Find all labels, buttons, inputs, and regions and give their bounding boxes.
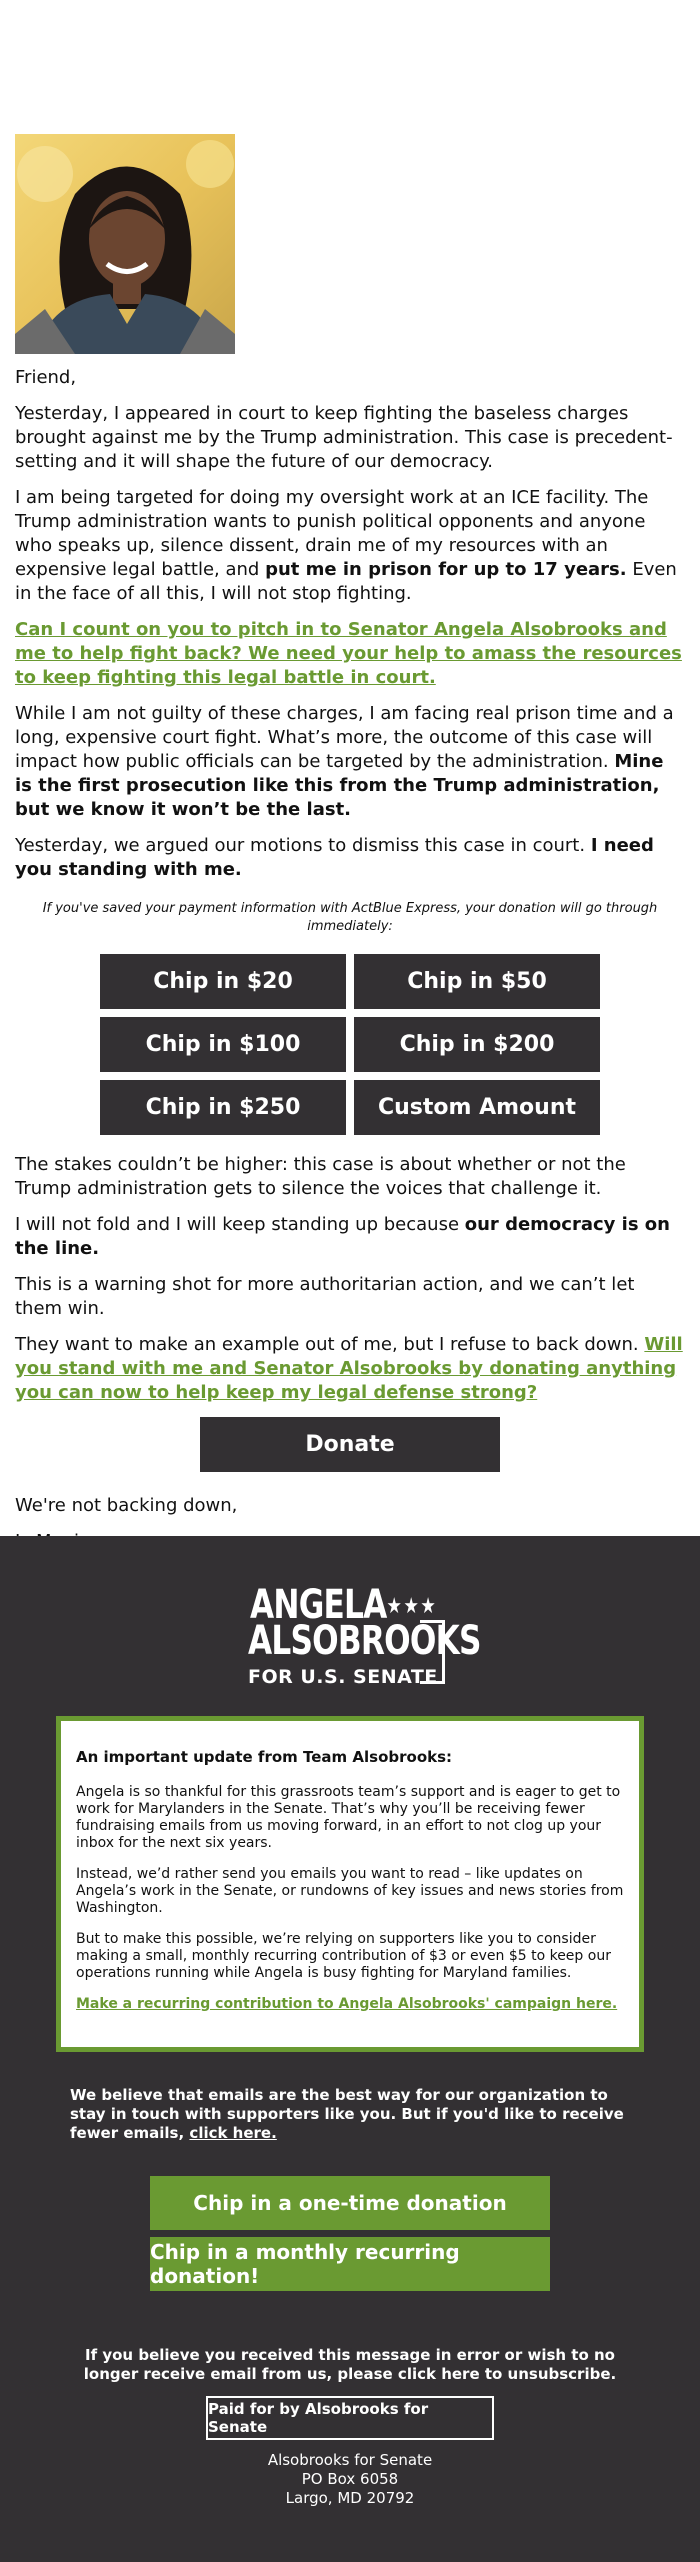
- stars-icon: ★★★: [386, 1594, 438, 1619]
- pitch-in-link[interactable]: Can I count on you to pitch in to Senator Angela Alsobrooks and me to help fight back? We need your help to amass the resources to keep fighting this legal battle in court.: [15, 619, 682, 688]
- recurring-contribution-link[interactable]: Make a recurring contribution to Angela Alsobrooks' campaign here.: [76, 1996, 618, 2012]
- chip-250-button[interactable]: Chip in $250: [100, 1080, 346, 1135]
- sender-photo: [15, 134, 235, 354]
- update-paragraph-2: Instead, we’d rather send you emails you want to read – like updates on Angela’s work in the Senate, or rundowns of key issues and news stories from Washington.: [76, 1866, 624, 1916]
- paragraph-6: I will not fold and I will keep standing up because our democracy is on the line.: [15, 1214, 670, 1259]
- update-paragraph-3: But to make this possible, we’re relying on supporters like you to consider making a small, monthly recurring contribution of $3 or even $5 to keep our operations running while Angela is busy fighting for Maryland families.: [76, 1931, 611, 1981]
- update-paragraph-1: Angela is so thankful for this grassroots team’s support and is eager to get to work for Marylanders in the Senate. That’s why you’ll be receiving fewer fundraising emails from us moving forward, in an effort to not clog up your inbox for the next six years.: [76, 1784, 621, 1851]
- paragraph-7: This is a warning shot for more authoritarian action, and we can’t let them win.: [15, 1274, 635, 1319]
- chip-50-button[interactable]: Chip in $50: [354, 954, 600, 1009]
- closing: We're not backing down,: [15, 1495, 238, 1516]
- paragraph-5: The stakes couldn’t be higher: this case is about whether or not the Trump administration gets to silence the voices that challenge it.: [15, 1154, 626, 1199]
- unsubscribe-link[interactable]: If you believe you received this message in error or wish to no longer receive email from us, please click here to unsubscribe.: [83, 2346, 617, 2383]
- stand-with-me-link[interactable]: Will you stand with me and Senator Alsobrooks by donating anything you can now to help keep my legal defense strong?: [15, 1334, 683, 1403]
- custom-amount-button[interactable]: Custom Amount: [354, 1080, 600, 1135]
- chip-100-button[interactable]: Chip in $100: [100, 1017, 346, 1072]
- update-heading: An important update from Team Alsobrooks:: [76, 1748, 453, 1766]
- paragraph-8: They want to make an example out of me, but I refuse to back down. Will you stand with me and Senator Alsobrooks by donating anything you can now to help keep my legal defense strong?: [15, 1334, 683, 1403]
- one-time-donation-button[interactable]: Chip in a one-time donation: [150, 2176, 550, 2230]
- monthly-donation-button[interactable]: Chip in a monthly recurring donation!: [150, 2237, 550, 2291]
- chip-200-button[interactable]: Chip in $200: [354, 1017, 600, 1072]
- paragraph-4: Yesterday, we argued our motions to dismiss this case in court. I need you standing with me.: [15, 835, 654, 880]
- campaign-logo: ANGELA★★★ ALSOBROOKS FOR U.S. SENATE: [248, 1582, 481, 1688]
- chip-20-button[interactable]: Chip in $20: [100, 954, 346, 1009]
- fewer-emails-text: We believe that emails are the best way for our organization to stay in touch with supporters like you. But if you'd like to receive fewer emails, click here.: [70, 2086, 624, 2142]
- paragraph-2: I am being targeted for doing my oversight work at an ICE facility. The Trump administration wants to punish political opponents and anyone who speaks up, silence dissent, drain me of my resources with an expensive legal battle, and put me in prison for up to 17 years. Even in the face of all this, I will not stop fighting.: [15, 487, 677, 604]
- letter-text: [15, 366, 685, 1566]
- greeting: Friend,: [15, 367, 77, 388]
- chip-button-grid: [15, 954, 685, 1135]
- paid-for-box: Paid for by Alsobrooks for Senate: [206, 2396, 494, 2440]
- fewer-emails-link[interactable]: click here.: [189, 2124, 277, 2142]
- paragraph-1: Yesterday, I appeared in court to keep fighting the baseless charges brought against me by the Trump administration. This case is precedent-setting and it will shape the future of our democracy.: [15, 403, 673, 472]
- donate-button[interactable]: Donate: [200, 1417, 500, 1472]
- update-box: [56, 1716, 644, 2052]
- footer: [0, 1536, 700, 2562]
- actblue-note: If you've saved your payment information with ActBlue Express, your donation will go through immediately:: [42, 901, 658, 934]
- paragraph-3: While I am not guilty of these charges, I am facing real prison time and a long, expensive court fight. What’s more, the outcome of this case will impact how public officials can be targeted by the administration. Mine is the first prosecution like this from the Trump administration, but we know it won’t be the last.: [15, 703, 674, 820]
- mailing-address: Alsobrooks for Senate PO Box 6058 Largo, MD 20792: [267, 2451, 433, 2507]
